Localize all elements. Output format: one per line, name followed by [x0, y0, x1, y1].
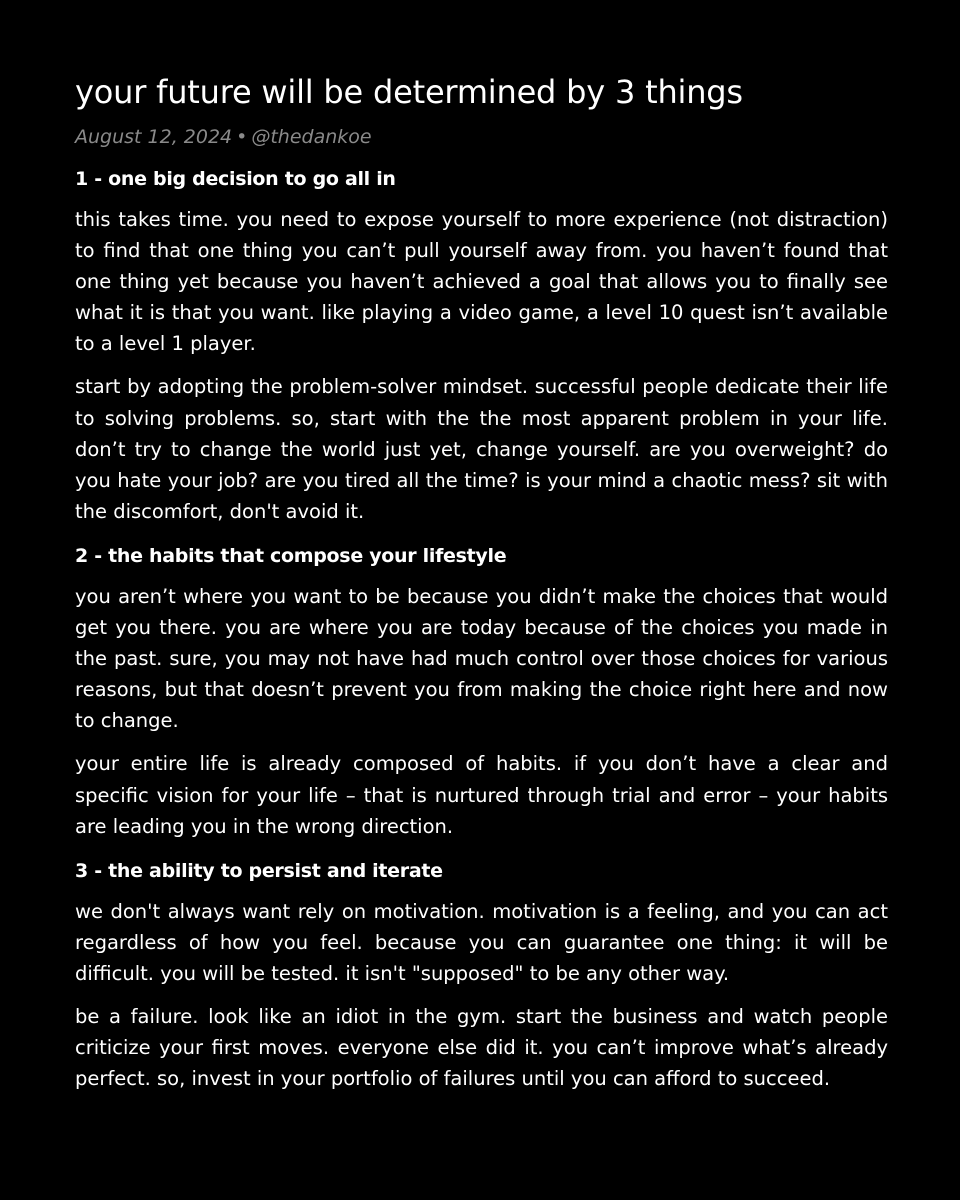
- section-heading: 1 - one big decision to go all in: [75, 168, 396, 190]
- section-2: [75, 543, 888, 842]
- post-meta: [75, 124, 888, 150]
- section-paragraph: your entire life is already composed of habits. if you don’t have a clear and specific vision for your life – that is nurtured through trial and error – your habits are leading you in the wrong direction.: [75, 752, 888, 838]
- section-heading: 3 - the ability to persist and iterate: [75, 859, 443, 882]
- section-paragraph: this takes time. you need to expose yourself to more experience (not distraction) to find that one thing you can’t pull yourself away from. you haven’t found that one thing yet because you haven’t achieved a goal that allows you to finally see what it is that you want. like playing a video game, a level 10 quest isn’t available to a level 1 player.: [75, 208, 888, 356]
- section-heading: 2 - the habits that compose your lifestyle: [75, 544, 507, 567]
- section-paragraph: be a failure. look like an idiot in the gym. start the business and watch people criticize your first moves. everyone else did it. you can’t improve what’s already perfect. so, invest in your portfolio of failures until you can afford to succeed.: [75, 1004, 888, 1091]
- post-date: August 12, 2024: [75, 126, 233, 148]
- post: [75, 70, 888, 1094]
- section-paragraph: we don't always want rely on motivation. motivation is a feeling, and you can act regardless of how you feel. because you can guarantee one thing: it will be difficult. you will be tested. it isn't "supposed" to be any other way.: [75, 899, 888, 985]
- post-title: your future will be determined by 3 things: [75, 73, 743, 111]
- section-paragraph: start by adopting the problem-solver mindset. successful people dedicate their life to solving problems. so, start with the the most apparent problem in your life. don’t try to change the world just yet, change yourself. are you overweight? do you hate your job? are you tired all the time? is your mind a chaotic mess? sit with the discomfort, don't avoid it.: [75, 375, 888, 523]
- section-paragraph: you aren’t where you want to be because you didn’t make the choices that would get you there. you are where you are today because of the choices you made in the past. sure, you may not have had much control over those choices for various reasons, but that doesn’t prevent you from making the choice right here and now to change.: [75, 584, 888, 733]
- section-3: [75, 858, 888, 1095]
- meta-separator: •: [236, 126, 248, 148]
- author-handle: @thedankoe: [251, 126, 372, 148]
- section-1: [75, 166, 888, 527]
